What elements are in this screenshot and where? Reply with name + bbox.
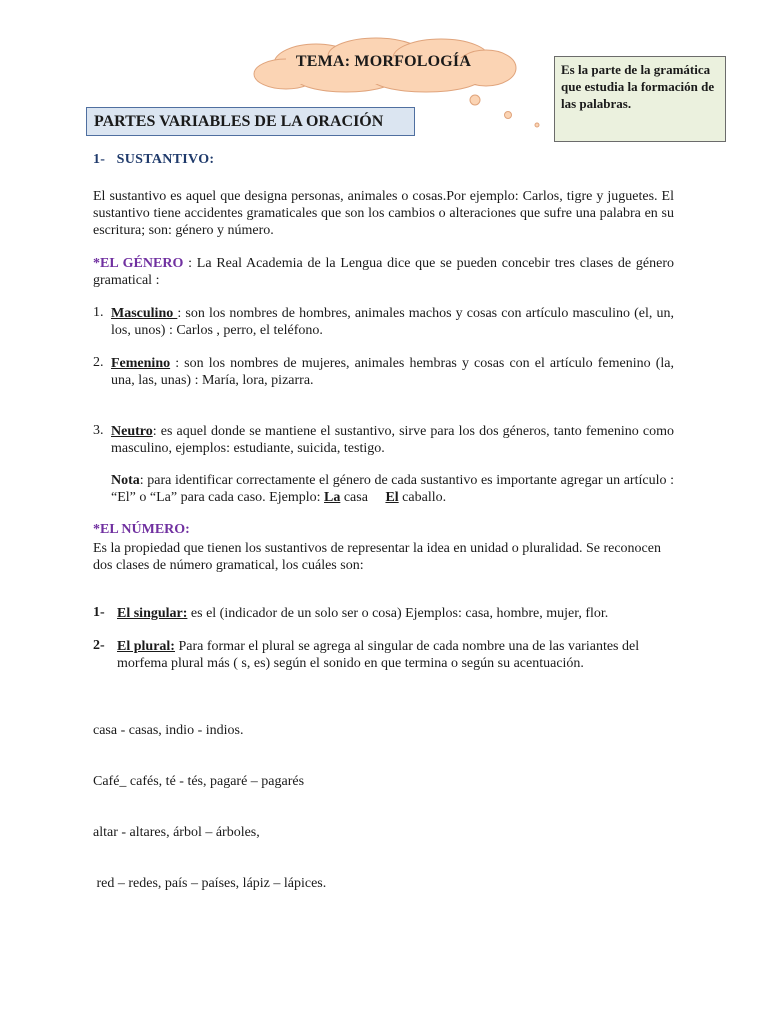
section-heading: PARTES VARIABLES DE LA ORACIÓN xyxy=(86,107,415,136)
sustantivo-intro: El sustantivo es aquel que designa personas, animales o cosas.Por ejemplo: Carlos, tigre y juguetes. El sustantivo tiene accidentes gramaticales que son los cambios o alteraciones que sufre una palabra en su escritura; son: género y número. xyxy=(93,189,674,238)
singular-term: El singular: xyxy=(117,606,188,621)
example-line: casa - casas, indio - indios. xyxy=(93,723,244,738)
genero-paragraph xyxy=(93,255,674,289)
page-title: TEMA: MORFOLOGÍA xyxy=(295,53,472,70)
example-line: altar - altares, árbol – árboles, xyxy=(93,825,260,840)
nota-article-la: La xyxy=(324,490,341,505)
nota-paragraph xyxy=(111,472,674,506)
sustantivo-title: SUSTANTIVO: xyxy=(116,152,215,167)
item-number: 3. xyxy=(93,423,104,438)
sustantivo-number: 1- xyxy=(93,152,106,167)
sustantivo-heading xyxy=(93,152,214,168)
examples-block xyxy=(93,688,493,909)
nota-casa: casa xyxy=(340,490,386,505)
numero-intro: Es la propiedad que tienen los sustantivos de representar la idea en unidad o pluralidad. Se reconocen dos clases de número gramatical, los cuáles son: xyxy=(93,541,661,573)
plural-number: 2- xyxy=(93,638,105,653)
list-item xyxy=(111,305,674,339)
nota-text: : para identificar correctamente el género de cada sustantivo es importante agregar un artículo : “El” o “La” para cada caso. Ejemplo: xyxy=(111,473,674,505)
item-number: 1. xyxy=(93,305,104,320)
item-number: 2. xyxy=(93,355,104,370)
numero-label: *EL NÚMERO: xyxy=(93,522,190,537)
genero-label: *EL GÉNERO xyxy=(93,256,184,271)
nota-caballo: caballo. xyxy=(398,490,447,505)
singular-item xyxy=(117,605,674,622)
item-text: : es aquel donde se mantiene el sustantivo, sirve para los dos géneros, tanto femenino como masculino, ejemplos: estudiante, suicida, testigo. xyxy=(111,424,674,456)
nota-article-el: El xyxy=(385,490,399,505)
singular-text: es el (indicador de un solo ser o cosa) Ejemplos: casa, hombre, mujer, flor. xyxy=(187,606,609,621)
list-item xyxy=(111,423,674,457)
item-term: Femenino xyxy=(111,356,171,371)
item-text: : son los nombres de hombres, animales machos y cosas con artículo masculino (el, un, los, unos) : Carlos , perro, el teléfono. xyxy=(111,306,675,338)
plural-item xyxy=(117,638,674,672)
plural-text: Para formar el plural se agrega al singular de cada nombre una de las variantes del morfema plural más ( s, es) según el sonido en que termina o según su acentuación. xyxy=(117,639,640,671)
nota-label: Nota xyxy=(111,473,140,488)
item-text: : son los nombres de mujeres, animales hembras y cosas con el artículo femenino (la, una, las, unas) : María, lora, pizarra. xyxy=(111,356,674,388)
plural-term: El plural: xyxy=(117,639,175,654)
item-term: Masculino xyxy=(111,306,178,321)
example-line: Café_ cafés, té - tés, pagaré – pagarés xyxy=(93,774,305,789)
item-term: Neutro xyxy=(111,424,153,439)
example-line: red – redes, país – países, lápiz – lápices. xyxy=(93,876,327,891)
list-item xyxy=(111,355,674,389)
singular-number: 1- xyxy=(93,605,105,620)
genero-text: : La Real Academia de la Lengua dice que se pueden concebir tres clases de género gramatical : xyxy=(93,256,674,288)
definition-box: Es la parte de la gramática que estudia la formación de las palabras. xyxy=(554,56,726,142)
